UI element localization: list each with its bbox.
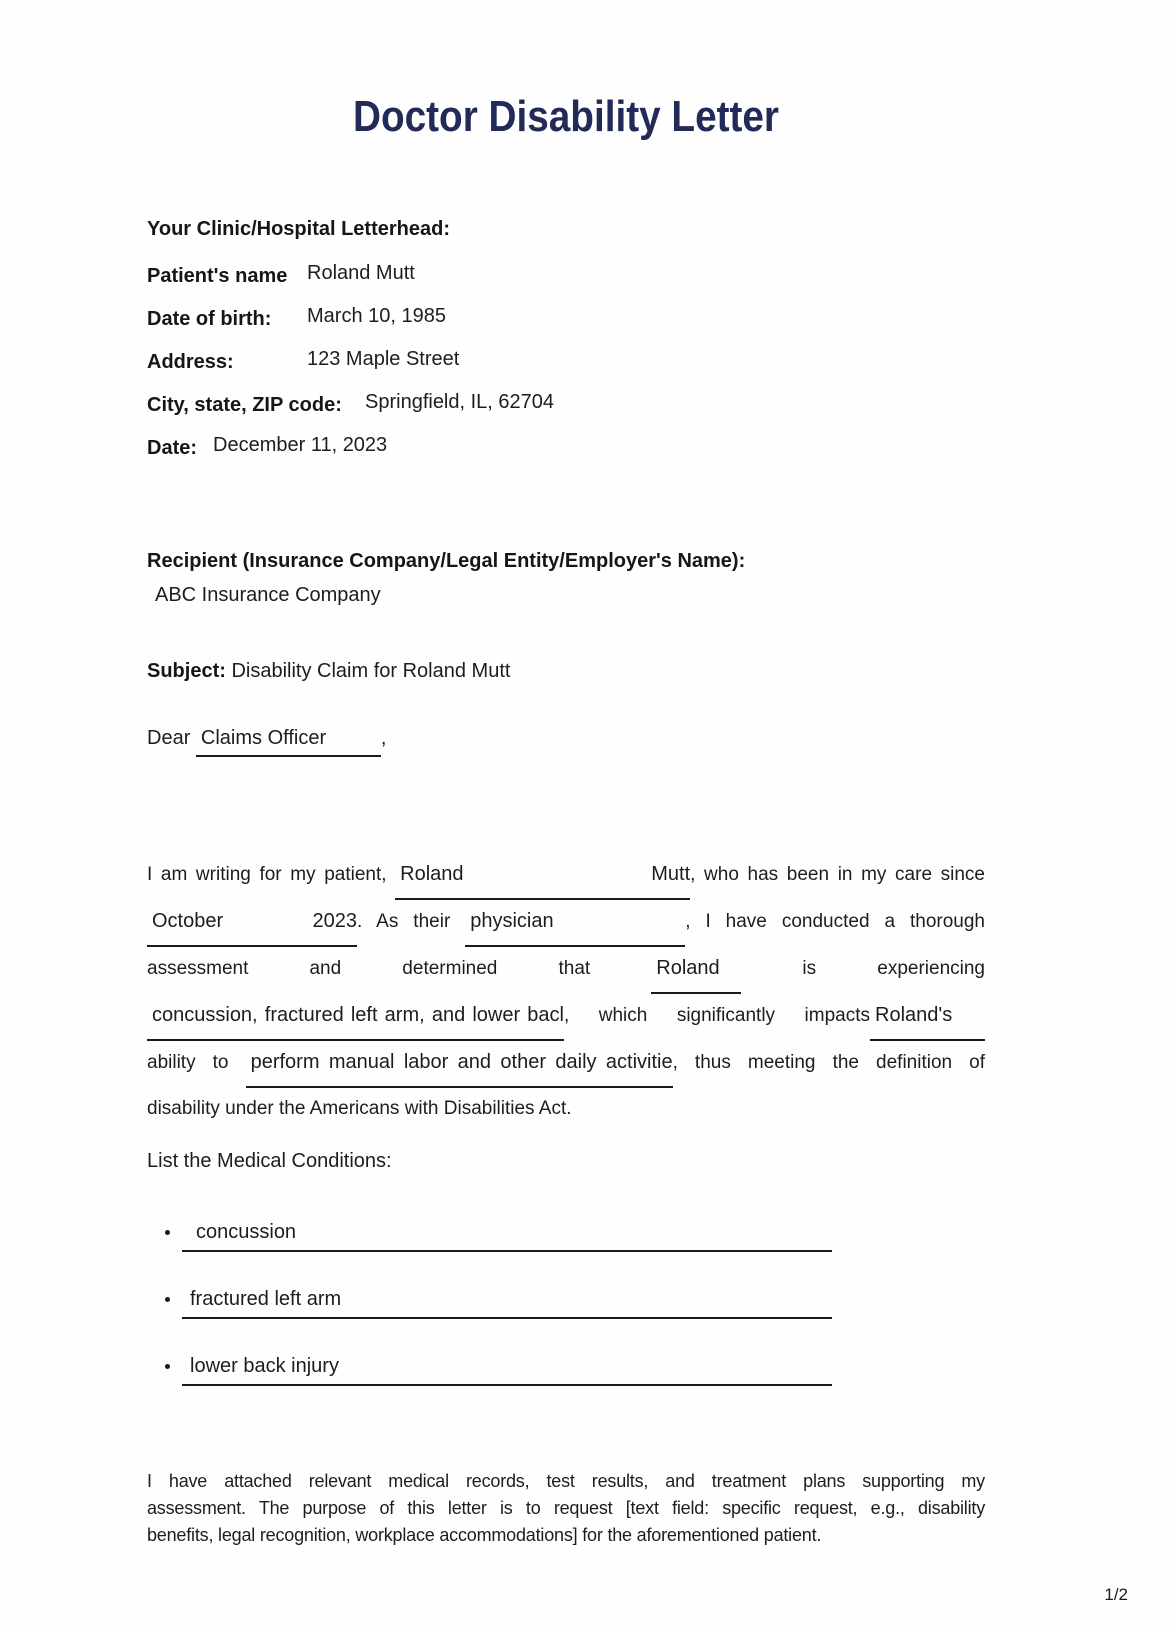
page-number: 1/2 <box>1104 1585 1128 1604</box>
body-text: is experiencing <box>802 958 985 979</box>
date-label: Date: <box>147 437 198 459</box>
letterhead-label: Your Clinic/Hospital Letterhead: <box>147 218 450 240</box>
condition-3-field[interactable]: lower back injury <box>182 1355 832 1386</box>
body-text: I am writing for my patient, <box>147 864 387 885</box>
address-field[interactable]: 123 Maple Street <box>307 348 460 370</box>
patient-name-blank[interactable]: Roland Mutt <box>395 853 690 900</box>
bullet-icon <box>165 1297 170 1302</box>
city-state-zip-row <box>147 392 985 419</box>
patient-name-row <box>147 263 985 290</box>
condition-row-1 <box>165 1221 985 1252</box>
salutation-name-blank[interactable]: Claims Officer <box>196 725 381 757</box>
closing-paragraph <box>147 1468 985 1549</box>
ability-impact-blank[interactable]: perform manual labor and other daily activitie <box>246 1041 673 1088</box>
date-field[interactable]: December 11, 2023 <box>213 434 388 456</box>
condition-row-3 <box>165 1355 985 1386</box>
body-text: , I have conducted a thorough <box>685 911 985 932</box>
address-row <box>147 349 985 376</box>
condition-2-field[interactable]: fractured left arm <box>182 1288 832 1319</box>
body-line-5 <box>147 1041 985 1088</box>
closing-line-1: I have attached relevant medical records, test results, and treatment plans supporting my <box>147 1471 985 1491</box>
address-label: Address: <box>147 351 234 373</box>
condition-row-2 <box>165 1288 985 1319</box>
dob-label: Date of birth: <box>147 308 272 330</box>
subject-label: Subject: <box>147 660 226 682</box>
body-text: , which significantly impacts <box>564 1005 870 1026</box>
body-line-2 <box>147 900 985 947</box>
city-state-zip-label: City, state, ZIP code: <box>147 394 342 416</box>
care-since-blank[interactable]: October 2023 <box>147 900 357 947</box>
body-paragraph <box>147 853 985 1130</box>
body-text: ability to <box>147 1052 229 1073</box>
salutation-suffix: , <box>380 727 387 749</box>
recipient-label: Recipient (Insurance Company/Legal Entity/Employer's Name): <box>147 550 746 572</box>
dob-field[interactable]: March 10, 1985 <box>307 305 446 327</box>
physician-role-blank[interactable]: physician <box>465 900 685 947</box>
conditions-list-label: List the Medical Conditions: <box>147 1150 392 1172</box>
salutation-prefix: Dear <box>147 727 191 749</box>
dob-row <box>147 306 985 333</box>
date-row <box>147 435 985 462</box>
conditions-summary-blank[interactable]: concussion, fractured left arm, and lower bacl <box>147 994 564 1041</box>
body-line-1 <box>147 853 985 900</box>
recipient-field[interactable]: ABC Insurance Company <box>155 584 381 606</box>
closing-line-2: assessment. The purpose of this letter is to request [text field: specific request, e.g., disability <box>147 1498 985 1518</box>
body-line-4 <box>147 994 985 1041</box>
body-text: , who has been in my care since <box>690 864 985 885</box>
subject-field[interactable]: Disability Claim for Roland Mutt <box>231 660 511 682</box>
patient-possessive-blank[interactable]: Roland's <box>870 994 985 1041</box>
condition-1-field[interactable]: concussion <box>182 1221 832 1252</box>
body-line-6 <box>147 1088 985 1130</box>
body-text: , thus meeting the definition of <box>672 1052 986 1073</box>
patient-first-name-blank[interactable]: Roland <box>651 947 741 994</box>
body-text: . As their <box>357 911 451 932</box>
patient-name-field[interactable]: Roland Mutt <box>307 262 415 284</box>
salutation-row <box>147 725 985 757</box>
bullet-icon <box>165 1230 170 1235</box>
page-title: Doctor Disability Letter <box>352 92 780 141</box>
body-text: disability under the Americans with Disabilities Act. <box>147 1098 572 1119</box>
body-line-3 <box>147 947 985 994</box>
subject-row <box>147 658 985 685</box>
body-text: assessment and determined that <box>147 958 591 979</box>
patient-name-label: Patient's name <box>147 265 288 287</box>
city-state-zip-field[interactable]: Springfield, IL, 62704 <box>365 391 555 413</box>
closing-line-3: benefits, legal recognition, workplace accommodations] for the aforementioned patient. <box>147 1525 822 1545</box>
bullet-icon <box>165 1364 170 1369</box>
